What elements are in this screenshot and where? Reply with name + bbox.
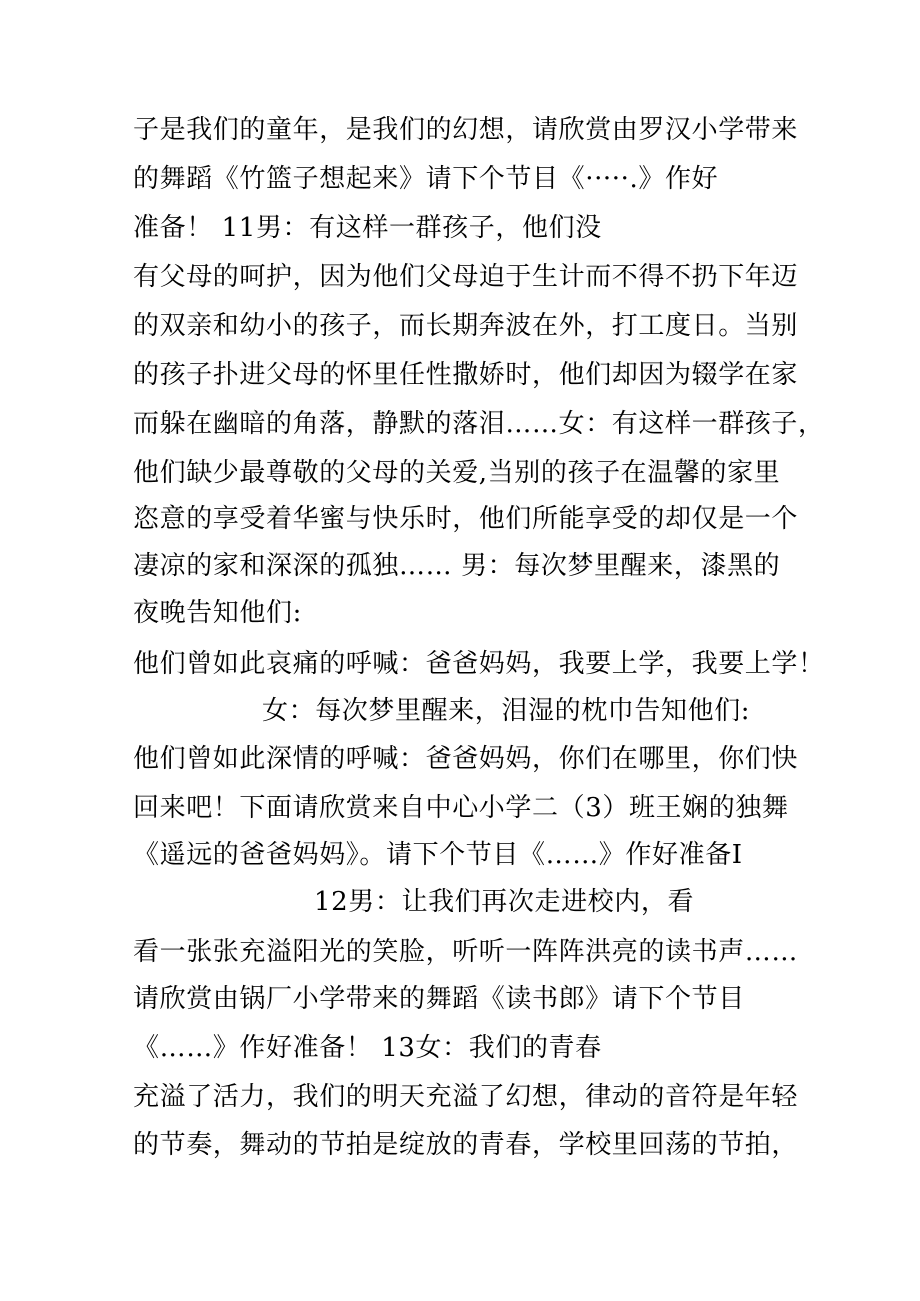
text-line: 有父母的呵护，因为他们父母迫于生计而不得不扔下年迈 — [133, 262, 799, 292]
text-line: 他们曾如此深情的呼喊：爸爸妈妈，你们在哪里，你们快 — [133, 744, 799, 774]
text-line: 回来吧！下面请欣赏来自中心小学二（3）班王娴的独舞 — [133, 793, 789, 823]
text-line: 的孩子扑进父母的怀里任性撒娇时，他们却因为辍学在家 — [133, 360, 799, 390]
text-line: 充溢了活力，我们的明天充溢了幻想，律动的音符是年轻 — [133, 1082, 799, 1112]
text-line: 《遥远的爸爸妈妈》。请下个节目《……》作好准备I — [133, 840, 743, 870]
text-line: 12男：让我们再次走进校内，看 — [314, 887, 695, 917]
text-line: 夜晚告知他们: — [133, 598, 302, 628]
text-line: 女：每次梦里醒来，泪湿的枕巾告知他们: — [262, 696, 751, 726]
text-line: 他们缺少最尊敬的父母的关爱,当别的孩子在温馨的家里 — [133, 458, 781, 488]
text-line: 他们曾如此哀痛的呼喊：爸爸妈妈，我要上学，我要上学！ — [133, 649, 825, 679]
text-line: 请欣赏由锅厂小学带来的舞蹈《读书郎》请下个节目 — [133, 984, 745, 1014]
text-line: 准备！ 11男：有这样一群孩子，他们没 — [133, 213, 602, 243]
text-line: 的节奏，舞动的节拍是绽放的青春，学校里回荡的节拍， — [133, 1130, 799, 1160]
text-line: 子是我们的童年，是我们的幻想，请欣赏由罗汉小学带来 — [133, 115, 799, 145]
text-line: 凄凉的家和深深的孤独…… 男：每次梦里醒来，漆黑的 — [133, 551, 781, 581]
text-line: 的舞蹈《竹篮子想起来》请下个节目《·····.》作好 — [133, 164, 719, 194]
text-line: 而躲在幽暗的角落，静默的落泪……女：有这样一群孩子， — [133, 409, 825, 439]
text-line: 的双亲和幼小的孩子，而长期奔波在外，打工度日。当别 — [133, 311, 799, 341]
text-line: 《……》作好准备！ 13女：我们的青春 — [133, 1033, 602, 1063]
text-line: 恣意的享受着华蜜与快乐时，他们所能享受的却仅是一个 — [133, 504, 799, 534]
text-line: 看一张张充溢阳光的笑脸，听听一阵阵洪亮的读书声…… — [133, 937, 799, 967]
